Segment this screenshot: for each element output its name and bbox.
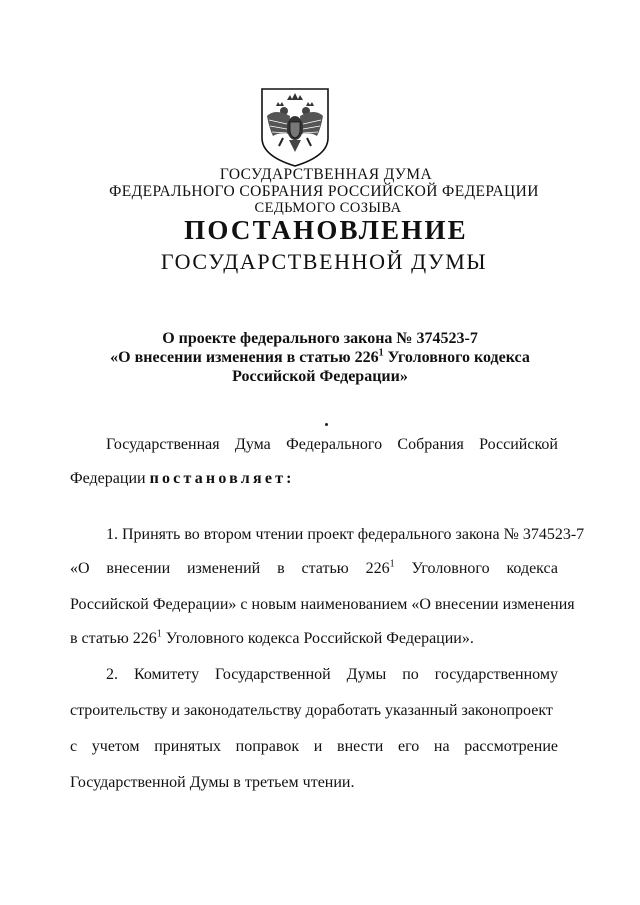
word: государственному bbox=[434, 666, 558, 683]
coat-of-arms-icon bbox=[259, 86, 331, 168]
item2-line-3 bbox=[70, 738, 558, 756]
word: и bbox=[313, 738, 323, 755]
item2-line-4: Государственной Думы в третьем чтении. bbox=[70, 774, 355, 791]
word: изменений bbox=[186, 560, 261, 577]
word: его bbox=[397, 738, 420, 755]
word: статью bbox=[301, 560, 349, 577]
superscript: 1 bbox=[389, 558, 395, 570]
decree-verb: постановляет: bbox=[149, 470, 295, 487]
item1-text: Уголовного кодекса Российской Федерации». bbox=[161, 630, 474, 647]
word: в bbox=[277, 560, 285, 577]
word: Государственной bbox=[215, 666, 331, 683]
item1-line-2 bbox=[70, 560, 558, 578]
subject-text: Уголовного кодекса bbox=[383, 349, 530, 366]
word: внесении bbox=[106, 560, 171, 577]
item1-line-4 bbox=[70, 630, 558, 648]
item2-line-2: строительству и законодательству доработать указанный законопроект bbox=[70, 702, 553, 719]
word: Дума bbox=[234, 436, 271, 453]
word: поправок bbox=[235, 738, 300, 755]
word: внести bbox=[337, 738, 384, 755]
item2-line-1 bbox=[106, 666, 558, 684]
word: рассмотрение bbox=[464, 738, 558, 755]
document-title: ПОСТАНОВЛЕНИЕ bbox=[184, 215, 468, 245]
preamble-line-2 bbox=[70, 470, 558, 488]
header-line-3: СЕДЬМОГО СОЗЫВА bbox=[254, 200, 402, 216]
word: кодекса bbox=[506, 560, 558, 577]
word: на bbox=[433, 738, 450, 755]
item1-line-3: Российской Федерации» с новым наименованием «О внесении изменения bbox=[70, 596, 575, 613]
word: Государственная bbox=[106, 436, 220, 453]
header-line-2: ФЕДЕРАЛЬНОГО СОБРАНИЯ РОССИЙСКОЙ ФЕДЕРАЦИИ bbox=[109, 183, 539, 200]
preamble-text: Федерации bbox=[70, 470, 150, 487]
superscript: 1 bbox=[156, 628, 162, 640]
word: принятых bbox=[154, 738, 221, 755]
word: «О bbox=[70, 560, 90, 577]
subject-line-3: Российской Федерации» bbox=[232, 368, 408, 385]
word: Комитету bbox=[133, 666, 200, 683]
word: Уголовного bbox=[411, 560, 490, 577]
word: Думы bbox=[346, 666, 387, 683]
item1-line-1: 1. Принять во втором чтении проект федерального закона № 374523-7 bbox=[106, 526, 585, 543]
word: Российской bbox=[479, 436, 558, 453]
word: учетом bbox=[91, 738, 140, 755]
subject-line-1: О проекте федерального закона № 374523-7 bbox=[162, 330, 478, 347]
subject-text: «О внесении изменения в статью 226 bbox=[110, 349, 379, 366]
word: с bbox=[70, 738, 78, 755]
word: по bbox=[402, 666, 419, 683]
word: Собрания bbox=[397, 436, 464, 453]
header-line-1: ГОСУДАРСТВЕННАЯ ДУМА bbox=[219, 166, 433, 183]
stray-dot bbox=[325, 423, 328, 426]
word: 2. bbox=[106, 666, 118, 683]
word: Федерального bbox=[286, 436, 383, 453]
preamble-line-1 bbox=[106, 436, 558, 454]
subject-line-2 bbox=[0, 349, 640, 367]
document-subtitle: ГОСУДАРСТВЕННОЙ ДУМЫ bbox=[160, 249, 488, 274]
article-number bbox=[366, 560, 395, 578]
item1-text: в статью 226 bbox=[70, 630, 157, 647]
number: 226 bbox=[365, 560, 390, 577]
superscript: 1 bbox=[378, 347, 384, 359]
